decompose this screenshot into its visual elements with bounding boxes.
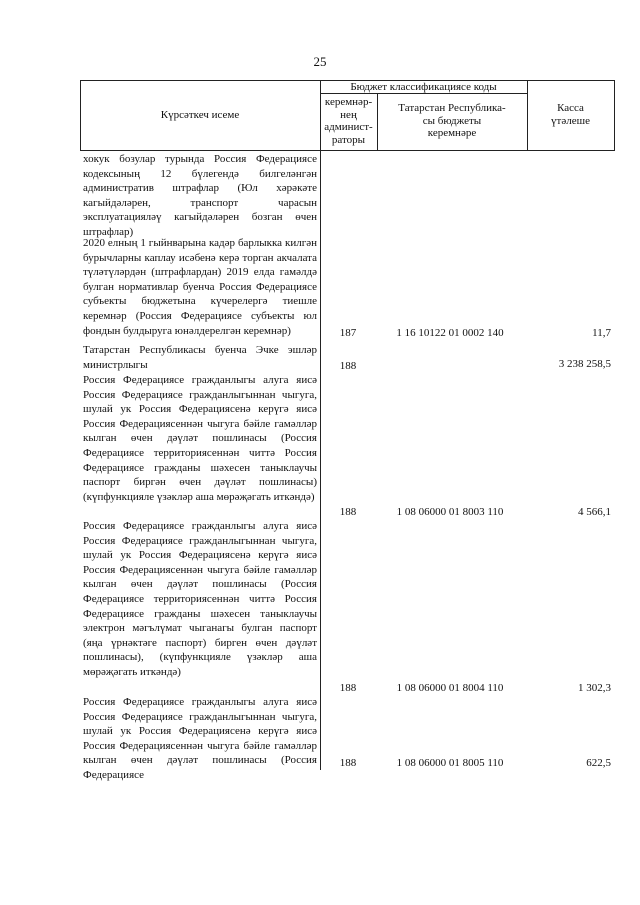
header-admin-col: керемнәр- нең админист- раторы xyxy=(324,96,373,146)
budget-table xyxy=(80,80,615,781)
row-5-name: Россия Федерациясе гражданлыгы алуга яисә Россия Федерациясе гражданлыгыннан чыгуга, шулай ук Россия Федерациясенә керүгә яисә Россия Федерациясеннән чыгуга бәйле гамәлләр кылган өчен дәүләт пошлинасы (Россия Федерациясе территориясеннән читтә Россия Федерациясе гражданы шәхесен таныклаучы электрон мәгълүмат чыганагы булган паспорт (яңа үрнәктәге паспорт) бирген өчен дәүләт пошлинасы), (күпфункцияле үзәкләр аша мөрәҗәгать иткәндә) xyxy=(83,520,317,678)
table-right-border xyxy=(614,80,615,150)
row-3-cash: 3 238 258,5 xyxy=(558,358,611,370)
row-4-cash: 4 566,1 xyxy=(578,506,611,518)
row-4-budget: 1 08 06000 01 8003 110 xyxy=(396,506,504,518)
col-divider-1 xyxy=(320,80,321,770)
row-6-admin: 188 xyxy=(339,757,357,769)
page-number: 25 xyxy=(313,54,327,69)
row-6-budget: 1 08 06000 01 8005 110 xyxy=(396,757,504,769)
header-budget-col: Татарстан Республика- сы бюджеты керемнәре xyxy=(398,102,506,139)
row-4-name: Россия Федерациясе гражданлыгы алуга яисә Россия Федерациясе гражданлыгыннан чыгуга, шулай ук Россия Федерациясенә керүгә яисә Россия Федерациясеннән чыгуга бәйле гамәлләр кылган өчен дәүләт пошлинасы (Россия Федерациясе территориясеннән читтә Россия Федерациясе гражданы шәхесен таныклаучы паспорт биргән өчен дәүләт пошлинасы) (күпфункцияле үзәкләр аша мөрәҗәгать иткәндә) xyxy=(83,374,317,503)
row-4-admin: 188 xyxy=(339,506,357,518)
row-6-cash: 622,5 xyxy=(586,757,611,769)
header-budget-codes: Бюджет классификациясе коды xyxy=(350,81,497,93)
row-2-cash: 11,7 xyxy=(592,327,611,339)
row-2-budget: 1 16 10122 01 0002 140 xyxy=(396,327,504,339)
row-6-name: Россия Федерациясе гражданлыгы алуга яисә Россия Федерациясе гражданлыгыннан чыгуга, шулай ук Россия Федерациясенә керүгә яисә Россия Федерациясеннән чыгуга бәйле гамәлләр кылган өчен дәүләт пошлинасы (Россия Федерациясе xyxy=(83,696,317,781)
header-bottom-border xyxy=(80,150,615,151)
header-indicator-name: Күрсәткеч исеме xyxy=(160,109,240,121)
row-2-admin: 187 xyxy=(339,327,357,339)
row-5-budget: 1 08 06000 01 8004 110 xyxy=(396,682,504,694)
row-2-name: 2020 елның 1 гыйнварына кадәр барлыкка килгән бурычларны каплау исәбенә керә торган акчалата түләтүләрдән (штрафлардан) 2019 елда гамәлдә булган нормативлар буенча Россия Федерациясе субъекты бюджетына күчерелергә тиешле керемнәр (Россия Федерациясе субъекты юл фондын булдыруга юнәлдерелгән керемнәр) xyxy=(83,237,317,337)
row-1-name: хокук бозулар турында Россия Федерациясе кодексының 12 бүлегендә билгеләнгән административ штрафлар (Юл хәрәкәте кагыйдәләрен, транспорт чарасын эксплуатацияләү кагыйдәләрен бозган өчен штрафлар) xyxy=(83,153,317,238)
row-3-admin: 188 xyxy=(339,360,357,372)
row-3-name: Татарстан Республикасы буенча Эчке эшләр министрлыгы xyxy=(83,344,317,371)
row-5-cash: 1 302,3 xyxy=(578,682,611,694)
header-cash-col: Касса үтәлеше xyxy=(551,102,590,127)
row-5-admin: 188 xyxy=(339,682,357,694)
